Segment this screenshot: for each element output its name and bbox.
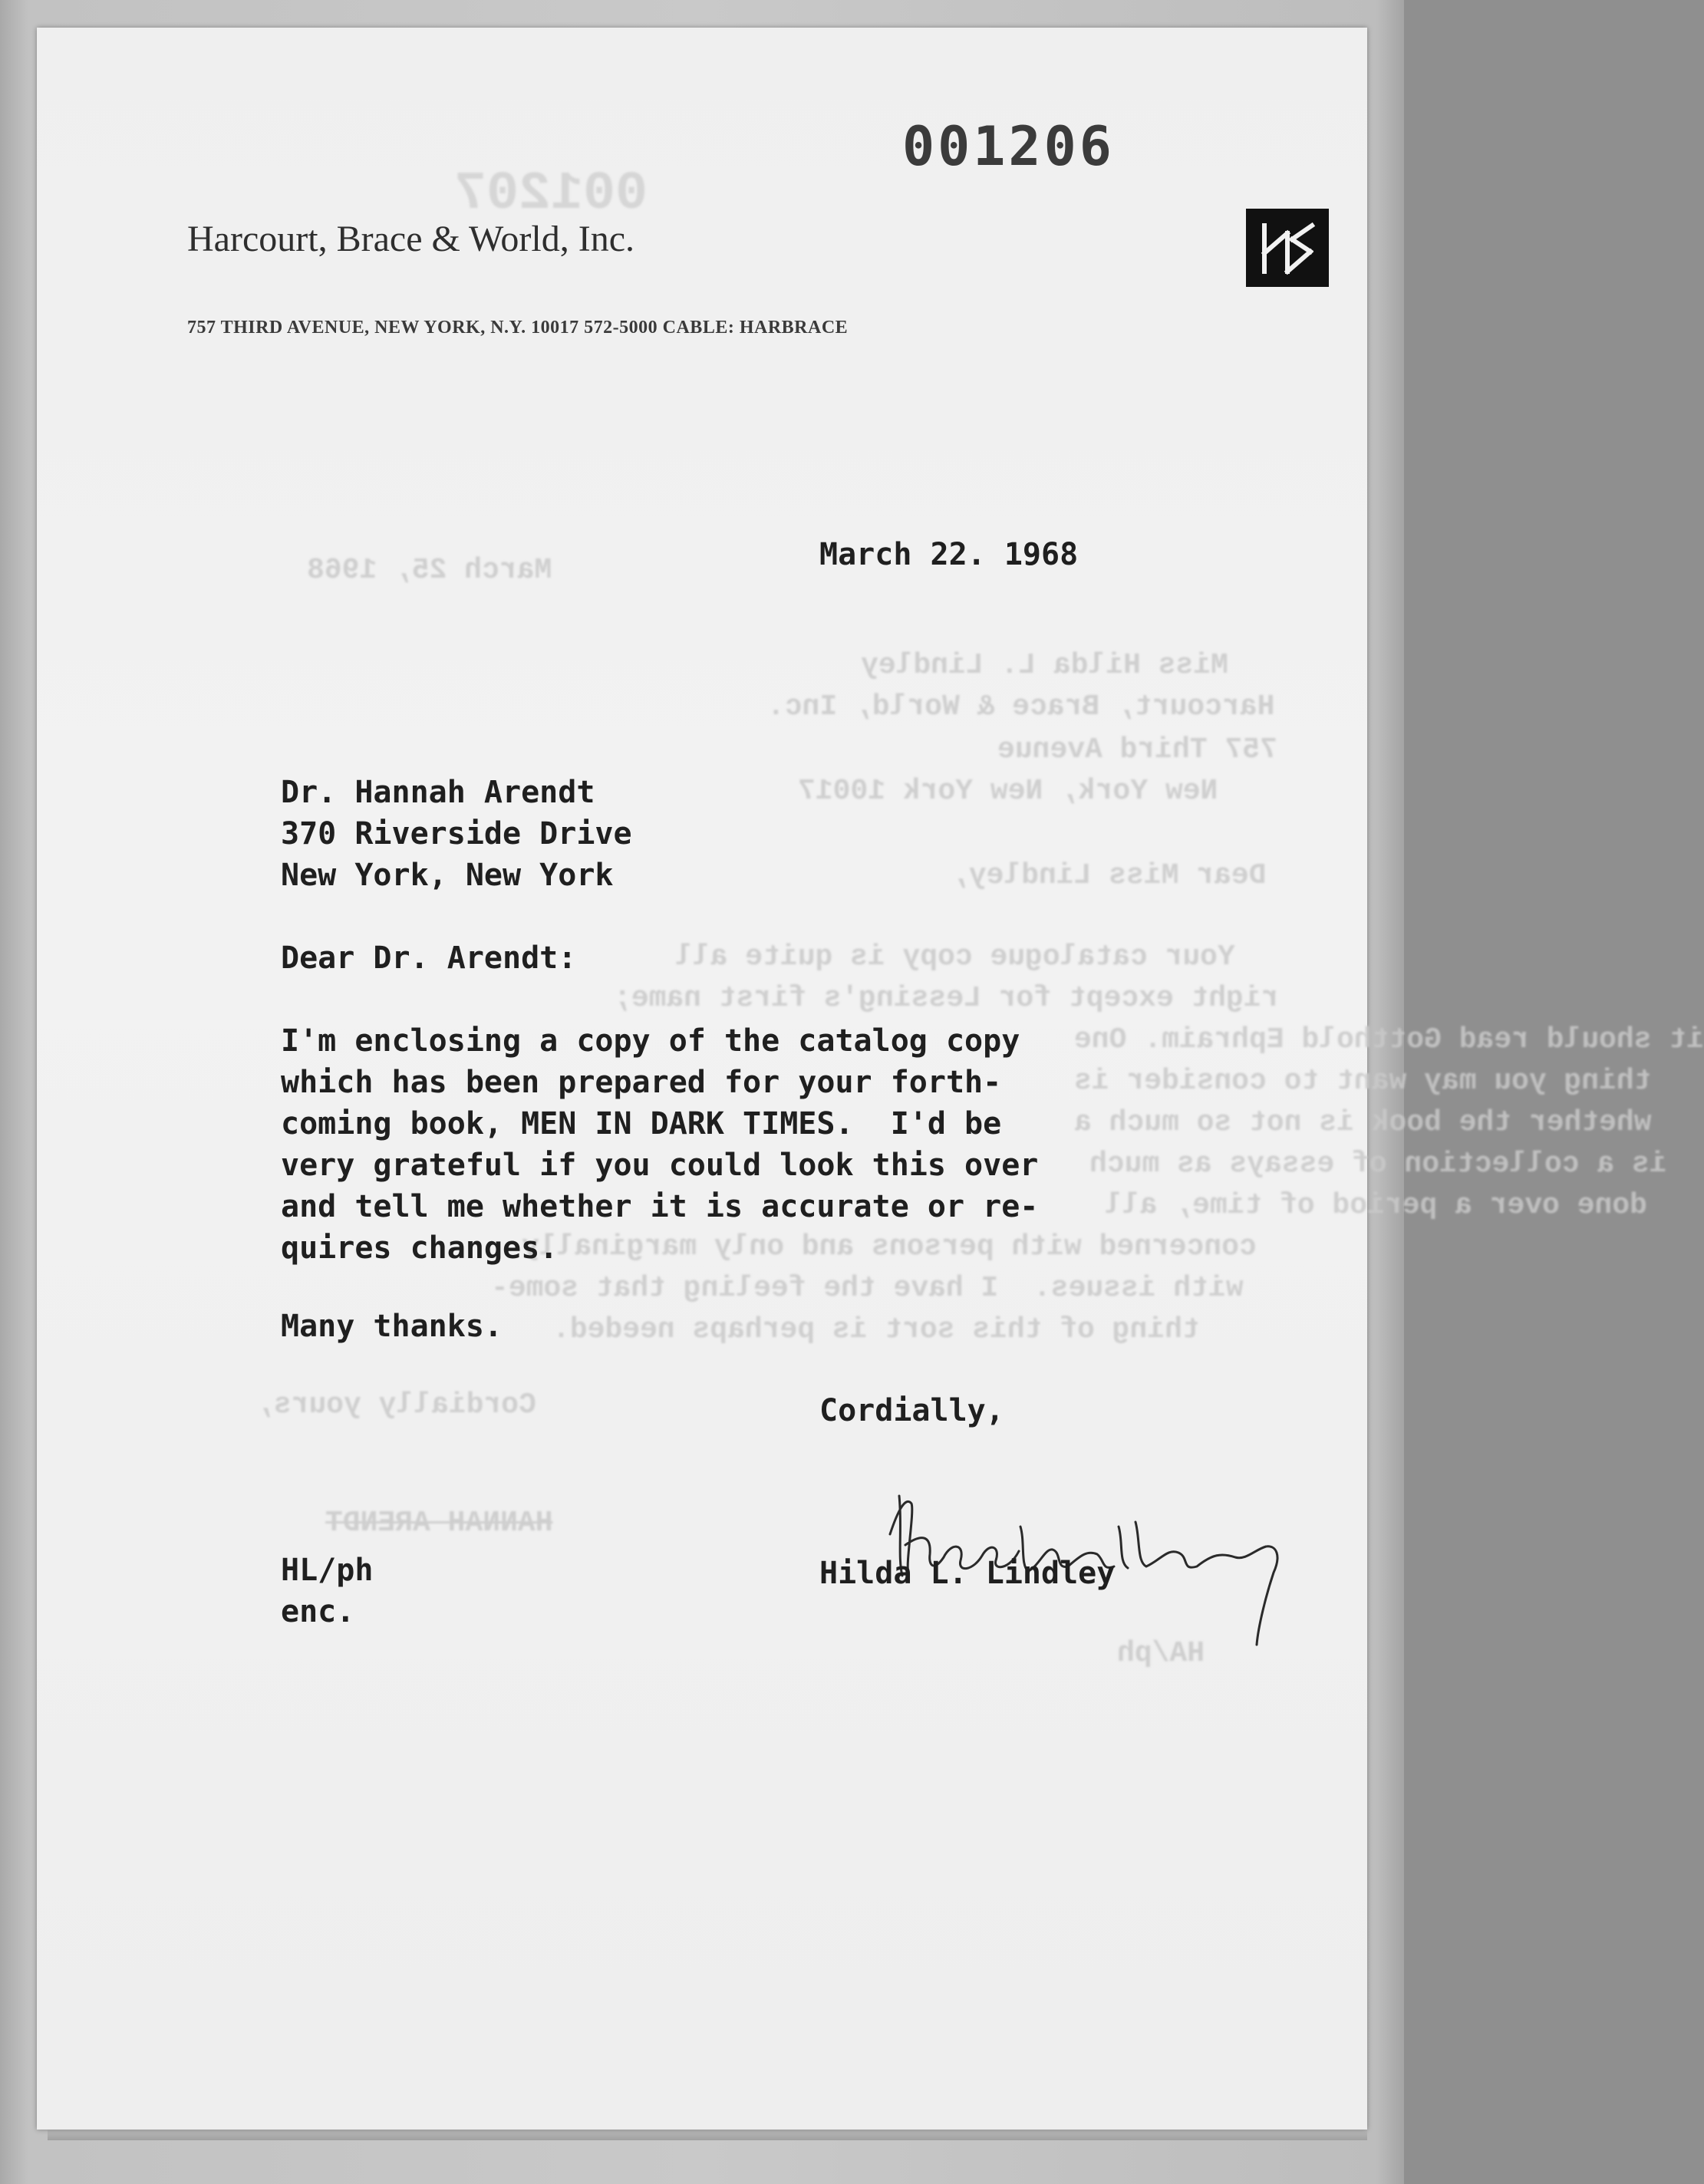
recipient-street: 370 Riverside Drive <box>281 816 632 852</box>
ghost-line: HA/ph <box>1117 1637 1205 1670</box>
body-line: and tell me whether it is accurate or re- <box>281 1189 1039 1224</box>
letter-date: March 22. 1968 <box>819 537 1079 572</box>
ghost-number: 001207 <box>454 164 648 225</box>
hbw-logo-icon <box>1246 209 1329 287</box>
ghost-line: thing of this sort is perhaps needed. <box>552 1313 1200 1346</box>
company-logo <box>1246 209 1329 287</box>
initials: HL/ph <box>281 1553 374 1588</box>
closing: Cordially, <box>819 1393 1004 1428</box>
ghost-line: done over a period of time, all <box>1105 1189 1647 1222</box>
ghost-line: Cordially yours, <box>256 1388 536 1421</box>
body-line: coming book, MEN IN DARK TIMES. I'd be <box>281 1106 1002 1141</box>
letterhead-company: Harcourt, Brace & World, Inc. <box>187 219 635 259</box>
ghost-line: Harcourt, Brace & World, Inc. <box>767 690 1275 723</box>
body-line: quires changes. <box>281 1230 559 1266</box>
ghost-line: is a collection of essays as much <box>1089 1148 1667 1181</box>
ghost-line: Miss Hilda L. Lindley <box>861 649 1228 682</box>
ghost-line: thing you may want to consider is <box>1074 1065 1652 1098</box>
ghost-line: Dear Miss Lindley, <box>951 859 1267 892</box>
ghost-line: whether the book is not so much a <box>1074 1106 1652 1139</box>
ghost-line: HANNAH ARENDT <box>325 1507 553 1540</box>
ghost-line: 757 Third Avenue <box>997 733 1277 766</box>
enclosure-note: enc. <box>281 1594 355 1629</box>
signer-name: Hilda L. Lindley <box>819 1556 1116 1591</box>
thanks-line: Many thanks. <box>281 1309 503 1344</box>
ghost-date: March 25, 1968 <box>307 554 552 587</box>
document-number: 001206 <box>902 115 1115 178</box>
salutation: Dear Dr. Arendt: <box>281 940 577 976</box>
recipient-city: New York, New York <box>281 858 614 893</box>
ghost-line: New York, New York 10017 <box>798 775 1218 808</box>
ghost-line: with issues. I have the feeling that some- <box>491 1272 1244 1305</box>
body-line: very grateful if you could look this over <box>281 1148 1039 1183</box>
body-line: which has been prepared for your forth- <box>281 1065 1002 1100</box>
ghost-line: Your catalogue copy is quite all <box>675 940 1323 973</box>
body-line: I'm enclosing a copy of the catalog copy <box>281 1023 1020 1059</box>
ghost-line: it should read Gotthold Ephraim. One <box>1074 1023 1704 1056</box>
letterhead-address: 757 THIRD AVENUE, NEW YORK, N.Y. 10017 572-5000 CABLE: HARBRACE <box>187 318 849 338</box>
ghost-line: concerned with persons and only marginally <box>522 1230 1257 1263</box>
recipient-name: Dr. Hannah Arendt <box>281 775 595 810</box>
ghost-line: right except for Lessing's first name; <box>614 982 1279 1015</box>
